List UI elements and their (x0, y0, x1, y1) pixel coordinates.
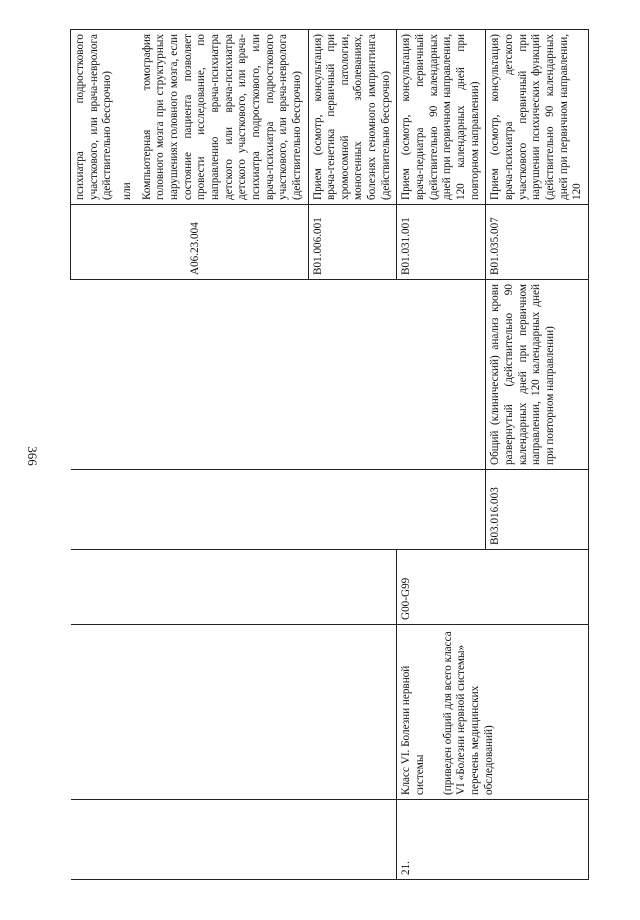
icd-cell (71, 550, 309, 625)
exam-code: A06.23.004 (189, 222, 201, 275)
rotated-table-page (70, 30, 584, 880)
exam-code-b-cell (486, 470, 589, 550)
exam-desc-cell (397, 30, 486, 205)
exam-desc-b-cell (486, 280, 589, 470)
icd-code: G00-G99 (400, 577, 413, 620)
class-cell (308, 625, 397, 800)
exam-code-b-cell (308, 470, 397, 550)
exam-code: B01.006.001 (311, 217, 324, 275)
class-title: Класс VI. Болезни нервной системы (400, 665, 427, 795)
exam-desc-cell (308, 30, 397, 205)
icd-cell (308, 550, 397, 625)
exam-code-b: B03.016.003 (489, 487, 502, 545)
exam-code: B01.031.001 (400, 217, 413, 275)
exam-desc: Прием (осмотр, консультация) врача-психиатра детского участкового первичный при нарушении психических функций (действительно 90 календарных дней при первичном направлении, 120 (489, 34, 584, 200)
class-cell (71, 625, 309, 800)
exam-desc: Компьютерная томография головного мозга при структурных нарушениях головного мозга, если состояние пациента позволяет провести исследование, по направлению врача-психиатра детского или врача-психиатра детского участкового, или врача-психиатра подросткового, или врача-психиатра подросткового участкового, или врача-невролога (действительно бессрочно) (140, 34, 303, 200)
table-row (397, 30, 486, 880)
exam-desc-b-cell (397, 280, 486, 470)
exam-code-cell (308, 205, 397, 280)
exam-desc-cell (486, 30, 589, 205)
row-number-cell (397, 800, 589, 880)
table-row (71, 30, 309, 880)
row-number-cell (308, 800, 397, 880)
exam-desc: Прием (осмотр, консультация) врача-педиатра первичный (действительно 90 календарных дней при первичном направлении, 120 календарных дней при повторном направлении) (400, 34, 481, 200)
exam-code-b-cell (71, 470, 309, 550)
class-note: (приведен общий для всего класса VI «Болезни нервной системы» перечень медицинских обследований) (441, 631, 495, 795)
or-text: или (120, 182, 133, 200)
exam-desc-b-cell (71, 280, 309, 470)
row-number-cell (71, 800, 309, 880)
exam-desc: Прием (осмотр, консультация) врача-генетика первичный при хромосомной патологии, моногенных заболеваниях, болезнях геномного импринтинга (действительно бессрочно) (311, 34, 392, 200)
page-number: 366 (24, 446, 40, 466)
examinations-table (70, 29, 589, 880)
exam-desc-cell (71, 30, 309, 205)
table-row (308, 30, 397, 880)
exam-desc-top: психиатра подросткового участкового, или врача-невролога (действительно бессрочно) (74, 34, 114, 200)
exam-code-cell (486, 205, 589, 280)
exam-code-b-cell (397, 470, 486, 550)
exam-code-cell (71, 205, 309, 280)
exam-code: B01.035.007 (489, 217, 502, 275)
class-cell (397, 625, 589, 800)
row-number: 21. (400, 861, 413, 875)
exam-code-cell (397, 205, 486, 280)
exam-desc-b-cell (308, 280, 397, 470)
exam-desc-b: Общий (клинический) анализ крови развернутый (действительно 90 календарных дней при первичном направлении, 120 календарных дней при повторном направлении) (489, 284, 556, 465)
icd-cell (397, 550, 589, 625)
